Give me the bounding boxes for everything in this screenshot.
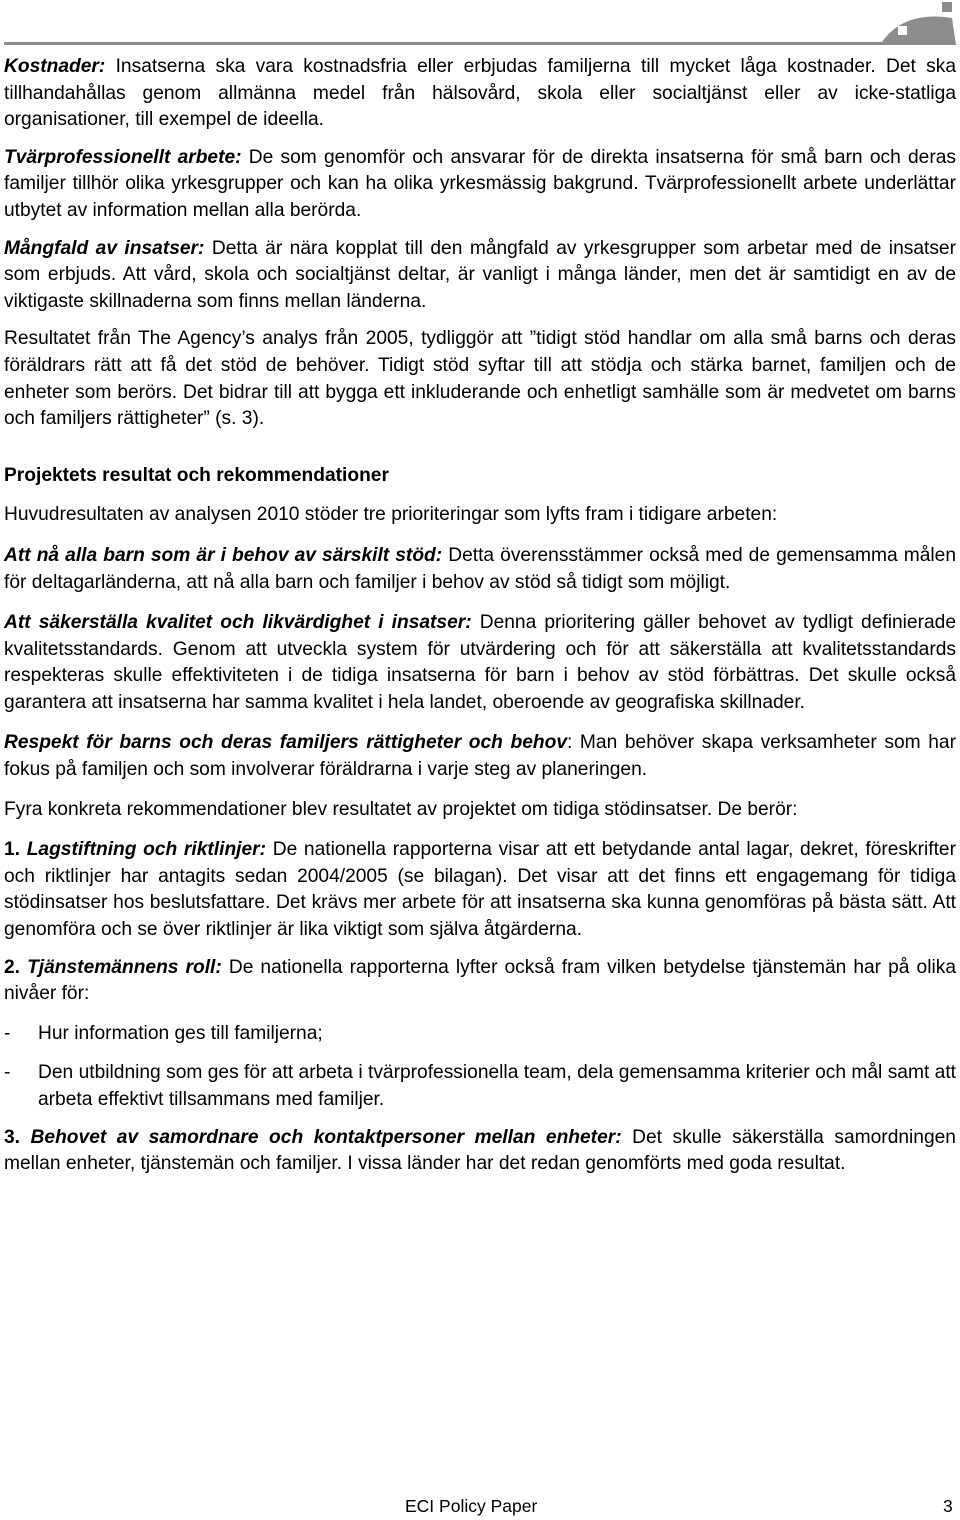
- list-dash: -: [4, 1022, 11, 1044]
- list-item: [4, 1021, 956, 1048]
- list-item-text: Hur information ges till familjerna;: [38, 1022, 323, 1044]
- recommendation-2-label: Tjänstemännens roll:: [20, 956, 222, 978]
- text-priority-2: Denna prioritering gäller behovet av tydligt definierade kvalitetsstandards. Genom att utveckla system för utvärdering och för att säkerställa att kvalitetsstandards respekteras skulle effektiviteten i de tidiga insatserna för barn i behov av stöd förbättras. Det skulle också garantera att insatserna har samma kvalitet i hela landet, oberoende av geografiska skillnader.: [4, 612, 956, 713]
- paragraph-huvudresultaten: Huvudresultaten av analysen 2010 stöder tre prioriteringar som lyfts fram i tidigare arbeten:: [4, 504, 778, 526]
- text-tvarprofessionellt: De som genomför och ansvarar för de direkta insatserna för små barn och deras familjer tillhör olika yrkesgrupper och kan ha olika yrkesmässig bakgrund. Tvärprofessionellt arbete underlättar utbytet av information mellan alla berörda.: [4, 146, 956, 221]
- recommendation-2: [4, 955, 956, 1008]
- paragraph-tvarprofessionellt: [4, 145, 956, 225]
- recommendation-1-number: 1.: [4, 839, 21, 861]
- recommendation-3-number: 3.: [4, 1126, 21, 1148]
- page-footer: [0, 1496, 960, 1520]
- text-priority-3: : Man behöver skapa verksamheter som har fokus på familjen och som involverar föräldrarna i varje steg av planeringen.: [4, 732, 956, 781]
- paragraph-priority-1: [4, 543, 956, 596]
- paragraph-priority-3: [4, 730, 956, 783]
- label-priority-3: Respekt för barns och deras familjers rättigheter och behov: [4, 732, 567, 754]
- label-kostnader: Kostnader:: [4, 56, 106, 77]
- paragraph-kostnader: [4, 54, 956, 134]
- recommendation-3-label: Behovet av samordnare och kontaktpersoner mellan enheter:: [20, 1126, 622, 1148]
- list-dash: -: [4, 1062, 11, 1084]
- header-rule: [4, 42, 884, 45]
- page-number: 3: [943, 1496, 953, 1516]
- section-heading: Projektets resultat och rekommendationer: [4, 464, 389, 486]
- text-kostnader: Insatserna ska vara kostnadsfria eller erbjudas familjerna till mycket låga kostnader. Det ska tillhandahållas genom allmänna medel från hälsovård, skola eller socialtjänst eller av icke-statliga organisationer, till exempel de ideella.: [4, 56, 956, 131]
- label-tvarprofessionellt: Tvärprofessionellt arbete:: [4, 146, 242, 168]
- recommendation-2-text: De nationella rapporterna lyfter också fram vilken betydelse tjänstemän har på olika nivåer för:: [4, 956, 956, 1005]
- label-priority-1: Att nå alla barn som är i behov av särskilt stöd:: [4, 544, 443, 566]
- recommendation-2-number: 2.: [4, 956, 21, 978]
- recommendation-1: [4, 837, 956, 943]
- label-mangfald: Mångfald av insatser:: [4, 237, 205, 259]
- footer-label: ECI Policy Paper: [405, 1496, 538, 1516]
- recommendation-1-label: Lagstiftning och riktlinjer:: [20, 839, 267, 861]
- recommendation-3: [4, 1125, 956, 1178]
- paragraph-fyra: Fyra konkreta rekommendationer blev resultatet av projektet om tidiga stödinsatser. De berör:: [4, 798, 798, 820]
- text-priority-1: Detta överensstämmer också med de gemensamma målen för deltagarländerna, att nå alla barn och familjer i behov av stöd så tidigt som möjligt.: [4, 544, 956, 593]
- recommendation-3-text: Det skulle säkerställa samordningen mellan enheter, tjänstemän och familjer. I vissa länder har det redan genomförts med goda resultat.: [4, 1126, 956, 1175]
- recommendation-1-text: De nationella rapporterna visar att ett betydande antal lagar, dekret, föreskrifter och riktlinjer har antagits sedan 2004/2005 (se bilagan). Det visar att det finns ett engagemang för tidiga stödinsatser hos beslutsfattare. Det krävs mer arbete för att insatserna ska kunna genomföras på bästa sätt. Att genomföra och se över riktlinjer är lika viktigt som själva åtgärderna.: [4, 839, 956, 941]
- text-mangfald: Detta är nära kopplat till den mångfald av yrkesgrupper som arbetar med de insatser som erbjuds. Att vård, skola och socialtjänst deltar, är vanligt i många länder, men det är samtidigt en av de viktigaste skillnaderna som finns mellan länderna.: [4, 237, 956, 312]
- eci-logo-icon: [872, 0, 960, 48]
- paragraph-priority-2: [4, 610, 956, 716]
- document-body: [4, 54, 956, 1178]
- paragraph-resultatet: Resultatet från The Agency’s analys från 2005, tydliggör att ”tidigt stöd handlar om alla små barns och deras föräldrars rätt att få det stöd de behöver. Tidigt stöd syftar till att stödja och stärka barnet, familjen och de enheter som berörs. Det bidrar till att bygga ett inkluderande och enhetligt samhälle som är medvetet om barns och familjers rättigheter” (s. 3).: [4, 328, 956, 430]
- label-priority-2: Att säkerställa kvalitet och likvärdighet i insatser:: [4, 612, 472, 634]
- paragraph-mangfald: [4, 236, 956, 316]
- list-item: [4, 1060, 956, 1113]
- list-item-text: Den utbildning som ges för att arbeta i tvärprofessionella team, dela gemensamma kriterier och mål samt att arbeta effektivt tillsammans med familjer.: [38, 1062, 956, 1110]
